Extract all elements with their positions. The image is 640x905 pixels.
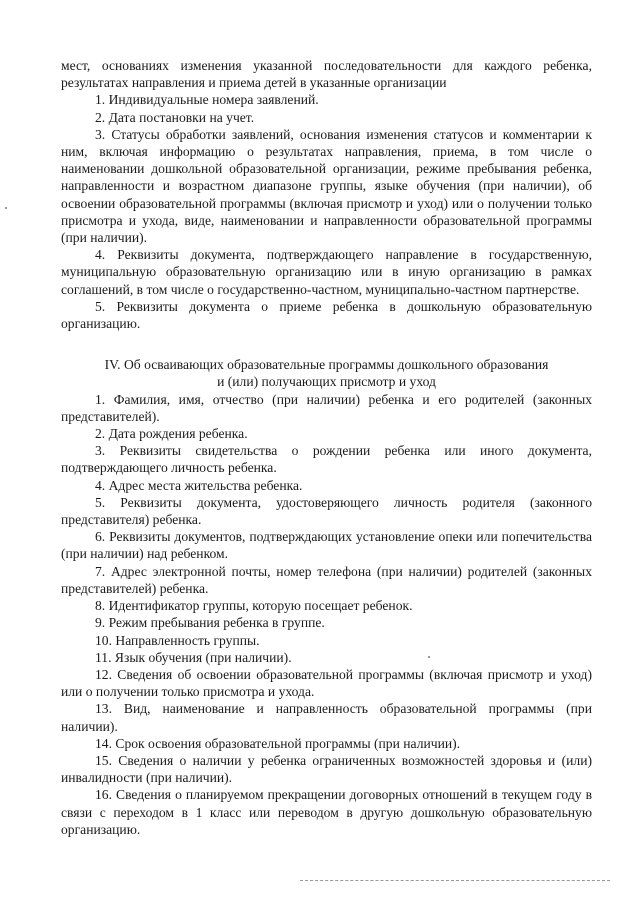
section4-item-13: 13. Вид, наименование и направленность образовательной программы (при наличии). <box>61 701 592 734</box>
section3-item-1: 1. Индивидуальные номера заявлений. <box>95 92 319 108</box>
section3-item-3: 3. Статусы обработки заявлений, основания изменения статусов и комментарии к ним, включая информацию о результатах направления, приема, в том числе о наименовании дошкольной образовательной организации, режиме пребывания ребенка, направленности и возрастном диапазоне группы, языке обучения (при наличии), об освоении образовательной программы (включая присмотр и уход) или о получении только присмотра и ухода, виде, наименовании и направленности образовательной программы (при наличии). <box>61 126 592 246</box>
section4-item-15: 15. Сведения о наличии у ребенка ограниченных возможностей здоровья и (или) инвалидности (при наличии). <box>61 752 592 786</box>
section4-title: IV. Об осваивающих образовательные программы дошкольного образования и (или) получающих присмотр и уход <box>104 357 549 390</box>
section4-item-7: 7. Адрес электронной почты, номер телефона (при наличии) родителей (законных представителей) ребенка. <box>61 563 592 596</box>
section4-item-6: 6. Реквизиты документов, подтверждающих установление опеки или попечительства (при наличии) над ребенком. <box>61 529 592 562</box>
scan-speck <box>5 207 7 209</box>
scan-footer-line <box>300 880 610 881</box>
section4-item-5: 5. Реквизиты документа, удостоверяющего личность родителя (законного представителя) ребенка. <box>61 494 592 528</box>
section4-item-12: 12. Сведения об освоении образовательной программы (включая присмотр и уход) или о получении только присмотра и ухода. <box>61 666 592 700</box>
section4-item-16: 16. Сведения о планируемом прекращении договорных отношений в текущем году в связи с переходом в 1 класс или переводом в другую дошкольную образовательную организацию. <box>61 787 592 837</box>
section3-item-4: 4. Реквизиты документа, подтверждающего направление в государственную, муниципальную образовательную организацию или в иную организацию в рамках соглашений, в том числе о государственно-частном, муниципально-частном партнерстве. <box>61 247 592 297</box>
section4-item-9: 9. Режим пребывания ребенка в группе. <box>95 615 325 631</box>
section4-item-1: 1. Фамилия, имя, отчество (при наличии) ребенка и его родителей (законных представителей). <box>61 391 592 424</box>
scan-speck <box>428 656 430 658</box>
section4-item-8: 8. Идентификатор группы, которую посещает ребенок. <box>95 598 413 614</box>
section4-item-11: 11. Язык обучения (при наличии). <box>95 649 292 665</box>
section4-item-10: 10. Направленность группы. <box>95 632 260 648</box>
intro-paragraph: мест, основаниях изменения указанной последовательности для каждого ребенка, результатах направления и приема детей в указанные организации <box>61 58 592 91</box>
section3-item-5: 5. Реквизиты документа о приеме ребенка в дошкольную образовательную организацию. <box>61 298 592 332</box>
section4-item-14: 14. Срок освоения образовательной программы (при наличии). <box>95 735 461 751</box>
section3-item-2: 2. Дата постановки на учет. <box>95 109 255 125</box>
document-body <box>61 57 592 838</box>
section4-item-4: 4. Адрес места жительства ребенка. <box>95 477 303 493</box>
section4-item-3: 3. Реквизиты свидетельства о рождении ребенка или иного документа, подтверждающего личность ребенка. <box>61 443 592 476</box>
section4-item-2: 2. Дата рождения ребенка. <box>95 426 248 442</box>
